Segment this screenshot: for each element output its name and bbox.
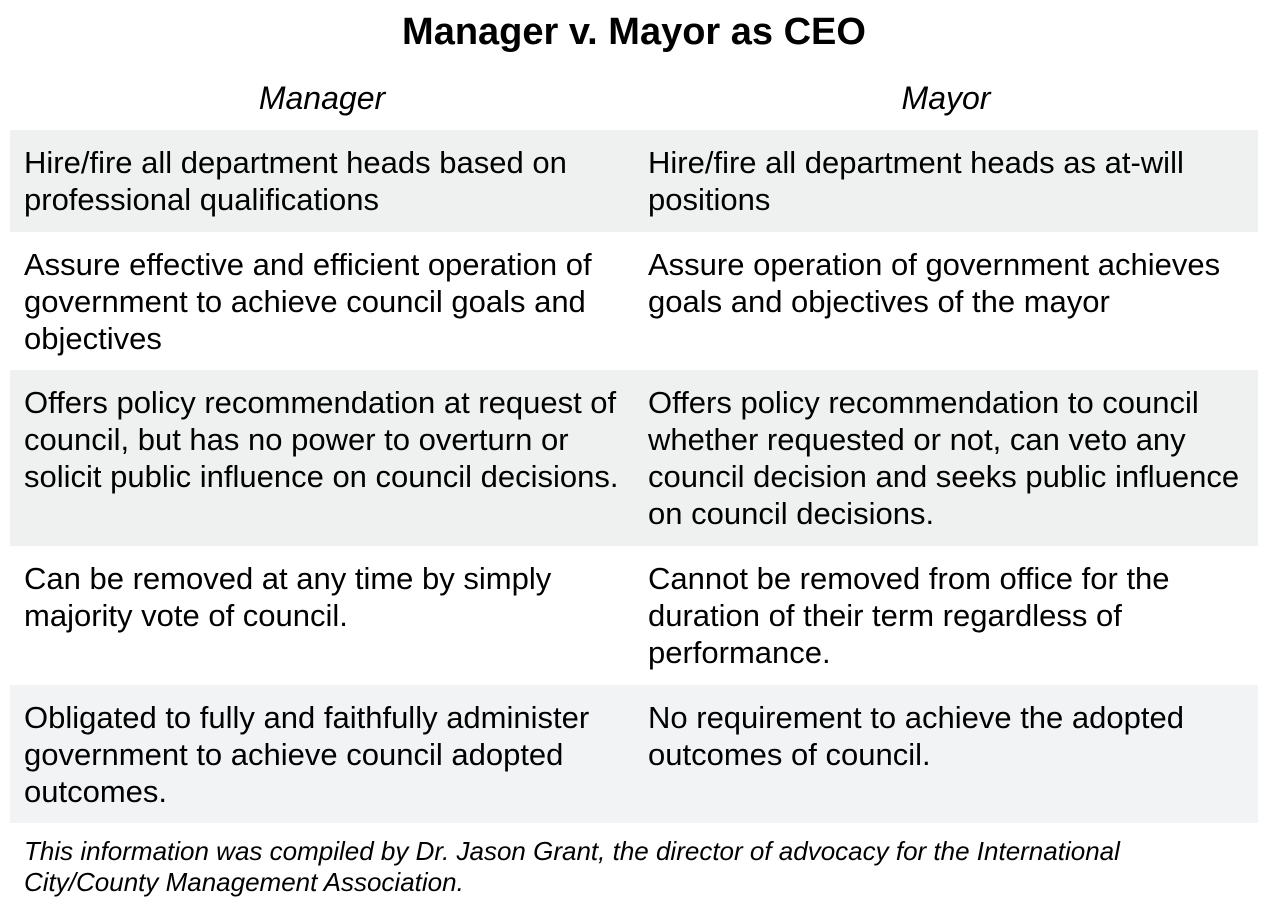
column-header-manager: Manager: [258, 80, 386, 116]
manager-cell: Hire/fire all department heads based on professional qualifications: [24, 145, 567, 217]
source-footnote: This information was compiled by Dr. Jason Grant, the director of advocacy for the International City/County Management Association.: [24, 836, 1120, 897]
page-title: Manager v. Mayor as CEO: [402, 11, 866, 53]
manager-cell: Obligated to fully and faithfully administer government to achieve council adopted outcomes.: [24, 700, 590, 809]
table-row: [10, 232, 1258, 370]
comparison-table: [10, 130, 1258, 823]
table-row: [10, 685, 1258, 823]
mayor-cell: Cannot be removed from office for the duration of their term regardless of performance.: [648, 561, 1170, 670]
mayor-cell: Hire/fire all department heads as at-will positions: [648, 145, 1184, 217]
manager-cell: Can be removed at any time by simply majority vote of council.: [24, 561, 552, 633]
manager-cell: Assure effective and efficient operation of government to achieve council goals and objectives: [24, 247, 592, 356]
table-row: [10, 370, 1258, 546]
mayor-cell: Assure operation of government achieves goals and objectives of the mayor: [648, 247, 1221, 319]
column-header-mayor: Mayor: [901, 80, 991, 116]
table-row: [10, 546, 1258, 685]
mayor-cell: Offers policy recommendation to council whether requested or not, can veto any council decision and seeks public influence on council decisions.: [648, 385, 1240, 531]
table-row: [10, 130, 1258, 232]
mayor-cell: No requirement to achieve the adopted outcomes of council.: [648, 700, 1184, 772]
manager-cell: Offers policy recommendation at request of council, but has no power to overturn or solicit public influence on council decisions.: [24, 385, 619, 494]
